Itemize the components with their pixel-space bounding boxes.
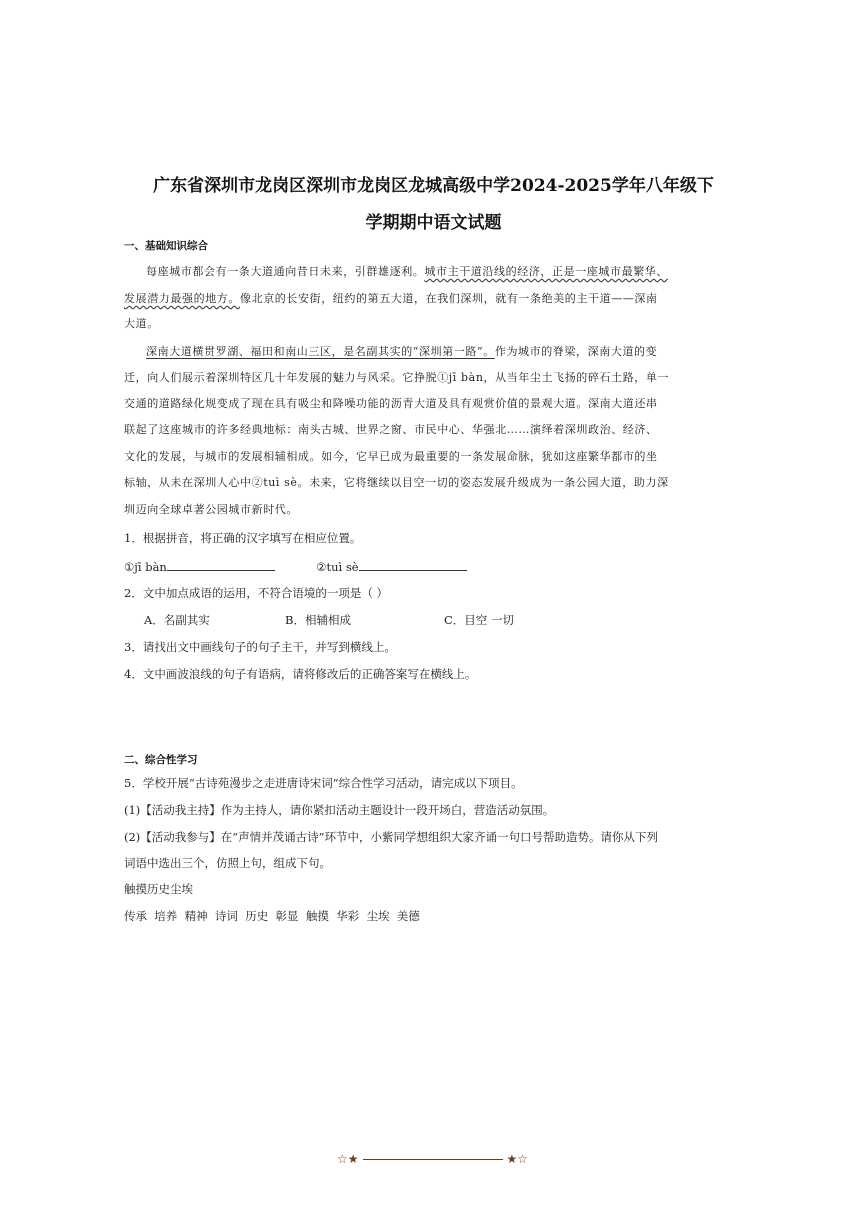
passage-line	[146, 263, 766, 279]
answer-blank-1[interactable]	[167, 558, 275, 571]
pinyin-label-1: ①jī bàn	[124, 560, 167, 574]
passage-line: 联起了这座城市的许多经典地标：南头古城、世界之窗、市民中心、华强北……演绎着深圳政治、经济、	[124, 423, 658, 436]
section-heading-basic-knowledge: 一、基础知识综合	[124, 240, 208, 252]
question-4: 4．文中画波浪线的句子有语病，请将修改后的正确答案写在横线上。	[124, 667, 477, 681]
question-3: 3．请找出文中画线句子的句子主干，并写到横线上。	[124, 640, 396, 654]
question-5-sub-2-line-1: (2)【活动我参与】在“声情并茂诵古诗”环节中，小紫同学想组织大家齐诵一句口号帮助造势。请你从下列	[124, 830, 659, 844]
section-heading-integrated-learning: 二、综合性学习	[124, 754, 198, 766]
document-title-line-1: 广东省深圳市龙岗区深圳市龙岗区龙城高级中学2024-2025学年八年级下	[153, 176, 714, 196]
question-2: 2．文中加点成语的运用，不符合语境的一项是（ ）	[124, 586, 388, 600]
question-1-blanks	[124, 558, 467, 574]
passage-line: 圳迈向全球卓著公园城市新时代。	[124, 503, 298, 516]
document-title-line-2: 学期期中语文试题	[365, 213, 502, 233]
passage-line	[146, 343, 766, 359]
word-bank: 传承 培养 精神 诗词 历史 彰显 触摸 华彩 尘埃 美德	[124, 909, 420, 923]
star-icon: ★☆	[506, 1152, 529, 1166]
passage-line: 交通的道路绿化规变成了现在具有吸尘和降噪功能的沥青大道及具有观赏价值的景观大道。深南大道还串	[124, 397, 658, 410]
wavy-underlined-sentence: 发展潜力最强的地方。	[124, 292, 240, 305]
passage-line: 标轴，从未在深圳人心中②tuì sè。未来，它将继续以目空一切的姿态发展升级成为一条公园大道，助力深	[124, 476, 669, 489]
passage-text: 作为城市的脊梁，深南大道的变	[494, 345, 658, 358]
passage-line: 文化的发展，与城市的发展相辅相成。如今，它早已成为最重要的一条发展命脉，犹如这座繁华都市的坐	[124, 450, 658, 463]
question-5-sub-1: (1)【活动我主持】作为主持人，请你紧扣活动主题设计一段开场白，营造活动氛围。	[124, 803, 555, 817]
star-icon: ☆★	[337, 1152, 359, 1166]
passage-line	[124, 290, 744, 306]
question-5-sub-2-line-2: 词语中选出三个，仿照上句，组成下句。	[124, 856, 331, 870]
passage-line: 大道。	[124, 317, 159, 330]
passage-text: 每座城市都会有一条大道通向昔日未来，引群雄逐利。	[146, 265, 425, 278]
pinyin-label-2: ②tuì sè	[316, 560, 359, 574]
option-b[interactable]: B．相辅相成	[285, 613, 351, 627]
underlined-sentence: 深南大道横贯罗湖、福田和南山三区，是名副其实的“深圳第一路”。	[146, 345, 495, 358]
answer-blank-2[interactable]	[359, 558, 467, 571]
example-phrase: 触摸历史尘埃	[124, 882, 193, 896]
passage-line: 迁，向人们展示着深圳特区几十年发展的魅力与风采。它挣脱①jī bàn，从当年尘土飞扬的碎石土路，单一	[124, 371, 670, 384]
footer-divider	[363, 1159, 503, 1160]
question-1: 1．根据拼音，将正确的汉字填写在相应位置。	[124, 531, 362, 545]
question-5: 5．学校开展“古诗苑漫步之走进唐诗宋词”综合性学习活动，请完成以下项目。	[124, 776, 523, 790]
option-c[interactable]: C．目空 一切	[444, 613, 514, 627]
wavy-underlined-sentence: 城市主干道沿线的经济，正是一座城市最繁华、	[424, 265, 669, 278]
passage-text: 像北京的长安街，纽约的第五大道，在我们深圳，就有一条绝美的主干道——深南	[240, 292, 658, 305]
page-footer-ornament	[337, 1153, 528, 1165]
option-a[interactable]: A．名副其实	[144, 613, 210, 627]
